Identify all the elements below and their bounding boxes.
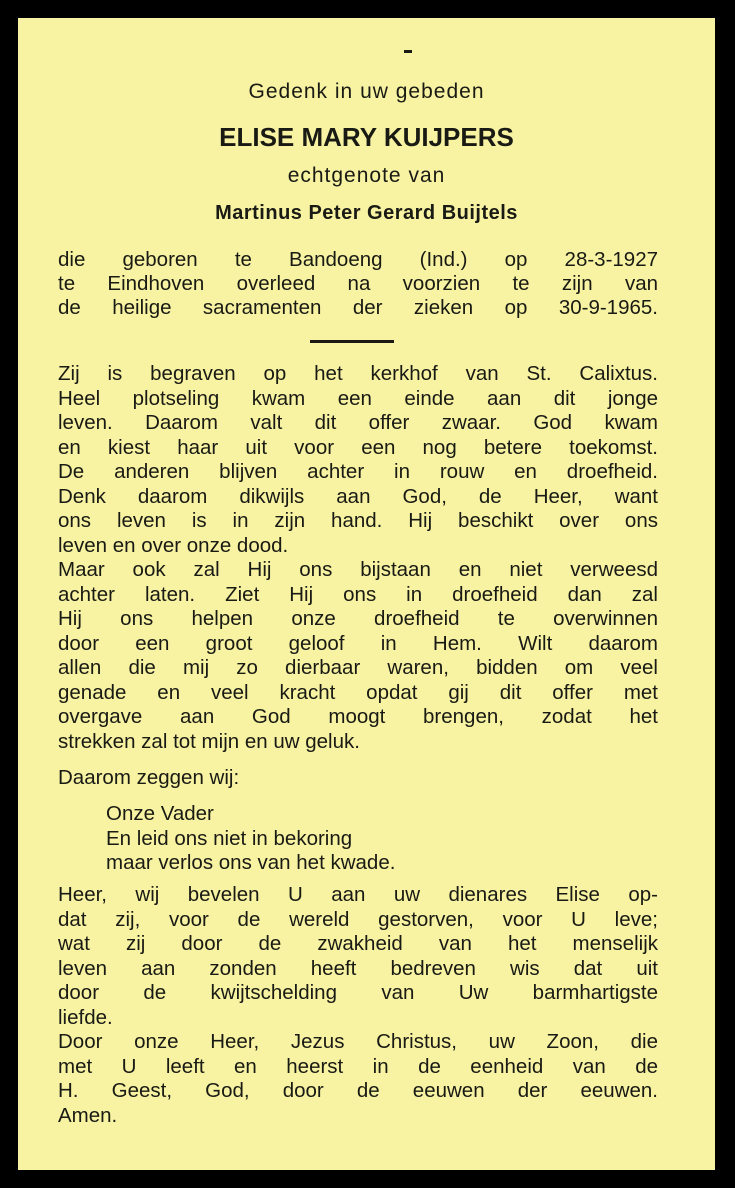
- birth-line: te Eindhoven overleed na voorzien te zijn van: [58, 272, 658, 295]
- memorial-card: [18, 18, 715, 1170]
- text-line: Heel plotseling kwam een einde aan dit jonge: [58, 386, 658, 410]
- prayer-line: En leid ons niet in bekoring: [106, 826, 353, 850]
- text-line: Maar ook zal Hij ons bijstaan en niet verweesd: [58, 558, 658, 581]
- birth-line: die geboren te Bandoeng (Ind.) op 28-3-1927: [58, 248, 658, 271]
- closing-line: liefde.: [58, 1005, 113, 1029]
- spouse-name: Martinus Peter Gerard Buijtels: [215, 202, 518, 224]
- closing-line: Heer, wij bevelen U aan uw dienares Elise op-: [58, 883, 658, 906]
- closing-line: H. Geest, God, door de eeuwen der eeuwen.: [58, 1079, 658, 1102]
- divider-rule: [310, 340, 394, 343]
- birth-line: de heilige sacramenten der zieken op 30-9-1965.: [58, 296, 658, 319]
- text-line: door een groot geloof in Hem. Wilt daarom: [58, 631, 658, 655]
- text-line: De anderen blijven achter in rouw en droefheid.: [58, 460, 658, 483]
- closing-line: Door onze Heer, Jezus Christus, uw Zoon, die: [58, 1030, 658, 1053]
- text-line: strekken zal tot mijn en uw geluk.: [58, 729, 360, 753]
- prayer-line: Onze Vader: [106, 802, 214, 825]
- intro-line: Gedenk in uw gebeden: [248, 80, 485, 103]
- text-line: ons leven is in zijn hand. Hij beschikt over ons: [58, 509, 658, 532]
- text-line: Denk daarom dikwijls aan God, de Heer, want: [58, 484, 658, 508]
- text-line: Hij ons helpen onze droefheid te overwinnen: [58, 607, 658, 630]
- closing-line: Amen.: [58, 1103, 118, 1127]
- closing-line: met U leeft en heerst in de eenheid van de: [58, 1054, 658, 1078]
- text-line: Zij is begraven op het kerkhof van St. Calixtus.: [58, 362, 658, 385]
- prayer-line: maar verlos ons van het kwade.: [106, 851, 396, 874]
- deceased-name: ELISE MARY KUIJPERS: [219, 122, 514, 152]
- text-line: leven. Daarom valt dit offer zwaar. God kwam: [58, 411, 658, 434]
- spouse-label: echtgenote van: [287, 164, 446, 187]
- top-dash-mark: [404, 50, 412, 53]
- text-line: leven en over onze dood.: [58, 533, 289, 557]
- text-line: overgave aan God moogt brengen, zodat het: [58, 705, 658, 728]
- text-line: allen die mij zo dierbaar waren, bidden om veel: [58, 656, 658, 679]
- text-line: achter laten. Ziet Hij ons in droefheid dan zal: [58, 582, 658, 606]
- closing-line: dat zij, voor de wereld gestorven, voor U leve;: [58, 907, 658, 931]
- closing-line: door de kwijtschelding van Uw barmhartigste: [58, 981, 658, 1004]
- text-line: en kiest haar uit voor een nog betere toekomst.: [58, 435, 658, 459]
- closing-line: wat zij door de zwakheid van het menselijk: [58, 932, 658, 955]
- text-line: genade en veel kracht opdat gij dit offer met: [58, 680, 658, 704]
- closing-line: leven aan zonden heeft bedreven wis dat uit: [58, 956, 658, 980]
- prayer-intro: Daarom zeggen wij:: [58, 766, 240, 789]
